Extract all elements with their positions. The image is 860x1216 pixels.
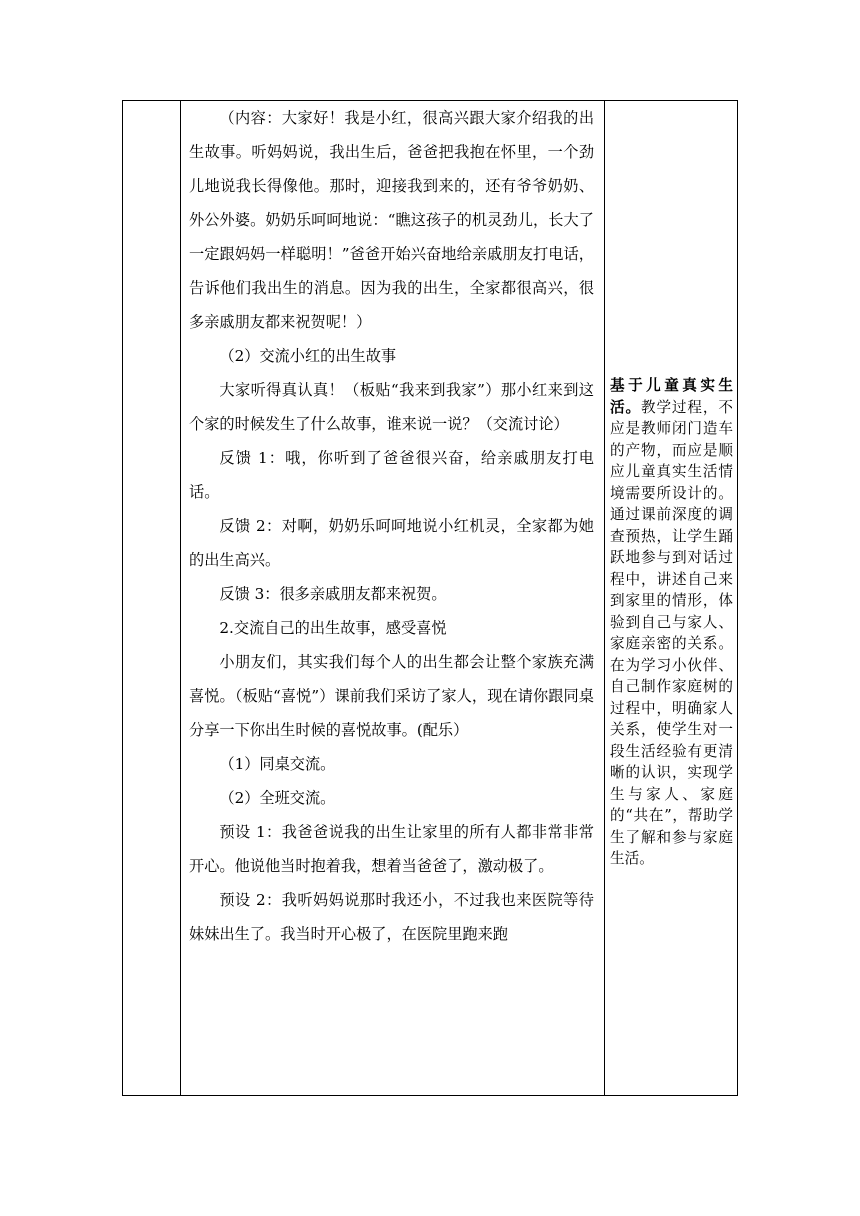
step-heading: （1）同桌交流。 [219, 755, 336, 773]
step-heading: （2）交流小红的出生故事 [219, 347, 397, 365]
design-intent-heading: 基于儿童真实生活。 [610, 377, 733, 416]
preset-answer-paragraph: 预设 2：我听妈妈说那时我还小，不过我也来医院等待妹妹出生了。我当时开心极了，在医院里跑来跑 [189, 891, 594, 943]
teacher-prompt-paragraph: 大家听得真认真！（板贴“我来到我家”）那小红来到这个家的时候发生了什么故事，谁来说一说？（交流讨论） [189, 381, 594, 433]
story-content-paragraph: （内容：大家好！我是小红，很高兴跟大家介绍我的出生故事。听妈妈说，我出生后，爸爸把我抱在怀里，一个劲儿地说我长得像他。那时，迎接我到来的，还有爷爷奶奶、外公外婆。奶奶乐呵呵地说：“瞧这孩子的机灵劲儿，长大了一定跟妈妈一样聪明！”爸爸开始兴奋地给亲戚朋友打电话，告诉他们我出生的消息。因为我的出生，全家都很高兴，很多亲戚朋友都来祝贺呢！） [189, 109, 594, 331]
feedback-paragraph: 反馈 3：很多亲戚朋友都来祝贺。 [219, 585, 447, 603]
design-intent-cell [605, 375, 739, 870]
teaching-process-cell [182, 101, 604, 951]
design-intent-text: 教学过程，不应是教师闭门造车的产物，而应是顺应儿童真实生活情境需要所设计的。通过课前深度的调查预热，让学生踊跃地参与到对话过程中，讲述自己来到家里的情形，体验到自己与家人、家庭亲密的关系。在为学习小伙伴、自己制作家庭树的过程中，明确家人关系，使学生对一段生活经验有更清晰的认识，实现学生与家人、家庭的“共在”，帮助学生了解和参与家庭生活。 [610, 398, 733, 867]
column-divider-1 [180, 101, 181, 1095]
feedback-paragraph: 反馈 1：哦，你听到了爸爸很兴奋，给亲戚朋友打电话。 [189, 449, 594, 501]
section-heading: 2.交流自己的出生故事，感受喜悦 [219, 619, 447, 637]
preset-answer-paragraph: 预设 1：我爸爸说我的出生让家里的所有人都非常非常开心。他说他当时抱着我，想着当爸爸了，激动极了。 [189, 823, 594, 875]
lesson-table [122, 100, 738, 1096]
feedback-paragraph: 反馈 2：对啊，奶奶乐呵呵地说小红机灵，全家都为她的出生高兴。 [189, 517, 594, 569]
teacher-prompt-paragraph: 小朋友们，其实我们每个人的出生都会让整个家族充满喜悦。（板贴“喜悦”）课前我们采访了家人，现在请你跟同桌分享一下你出生时候的喜悦故事。(配乐） [189, 653, 594, 739]
step-heading: （2）全班交流。 [219, 789, 336, 807]
